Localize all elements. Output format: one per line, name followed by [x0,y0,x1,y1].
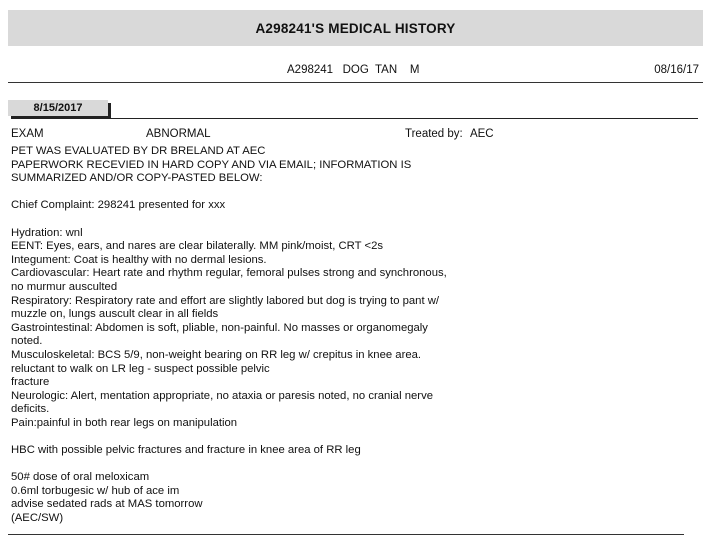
blank-line [11,186,701,200]
treated-by-label: Treated by: [405,128,463,140]
note-line: Neurologic: Alert, mentation appropriate, no ataxia or paresis noted, no cranial nerve [11,389,433,402]
note-line: Chief Complaint: 298241 presented for xxx [11,199,226,212]
note-line: (AEC/SW) [11,512,64,525]
record-status: ABNORMAL [146,128,211,140]
note-line: Pain:painful in both rear legs on manipulation [11,416,238,429]
note-line: Integument: Coat is healthy with no dermal lesions. [11,253,267,266]
exam-notes [11,145,701,526]
note-line: Gastrointestinal: Abdomen is soft, pliable, non-painful. No masses or organomegaly [11,321,428,334]
note-line: Musculoskeletal: BCS 5/9, non-weight bearing on RR leg w/ crepitus in knee area. [11,348,422,361]
record-date: 8/15/2017 [33,102,83,114]
report-title: A298241'S MEDICAL HISTORY [255,20,456,36]
blank-line [11,458,701,472]
note-line: EENT: Eyes, ears, and nares are clear bilaterally. MM pink/moist, CRT <2s [11,240,383,253]
note-line: no murmur ausculted [11,280,118,293]
print-date: 08/16/17 [654,64,699,76]
note-line: SUMMARIZED AND/OR COPY-PASTED BELOW: [11,172,263,185]
header-divider [8,82,703,83]
note-line: Respiratory: Respiratory rate and effort are slightly labored but dog is trying to pant w/ [11,294,440,307]
note-line: reluctant to walk on LR leg - suspect possible pelvic [11,362,270,375]
blank-line [11,213,701,227]
record-date-divider [108,118,698,119]
note-line: deficits. [11,403,50,416]
note-line: advise sedated rads at MAS tomorrow [11,498,203,511]
note-line: noted. [11,335,43,348]
note-line: muzzle on, lungs auscult clear in all fields [11,308,219,321]
treated-by [405,128,494,140]
note-line: HBC with possible pelvic fractures and fracture in knee area of RR leg [11,444,361,457]
patient-info: A298241 DOG TAN M [287,64,420,76]
note-line: PAPERWORK RECEVIED IN HARD COPY AND VIA EMAIL; INFORMATION IS [11,158,412,171]
note-line: PET WAS EVALUATED BY DR BRELAND AT AEC [11,145,266,157]
footer-divider [8,534,684,535]
note-line: 50# dose of oral meloxicam [11,471,150,484]
treated-by-value: AEC [469,128,494,140]
note-line: Cardiovascular: Heart rate and rhythm regular, femoral pulses strong and synchronous, [11,267,447,280]
record-date-tab [8,100,108,116]
note-line: 0.6ml torbugesic w/ hub of ace im [11,484,180,497]
report-title-bar [8,10,703,46]
note-line: fracture [11,376,50,389]
note-line: Hydration: wnl [11,226,83,239]
record-type: EXAM [11,128,44,140]
blank-line [11,430,701,444]
